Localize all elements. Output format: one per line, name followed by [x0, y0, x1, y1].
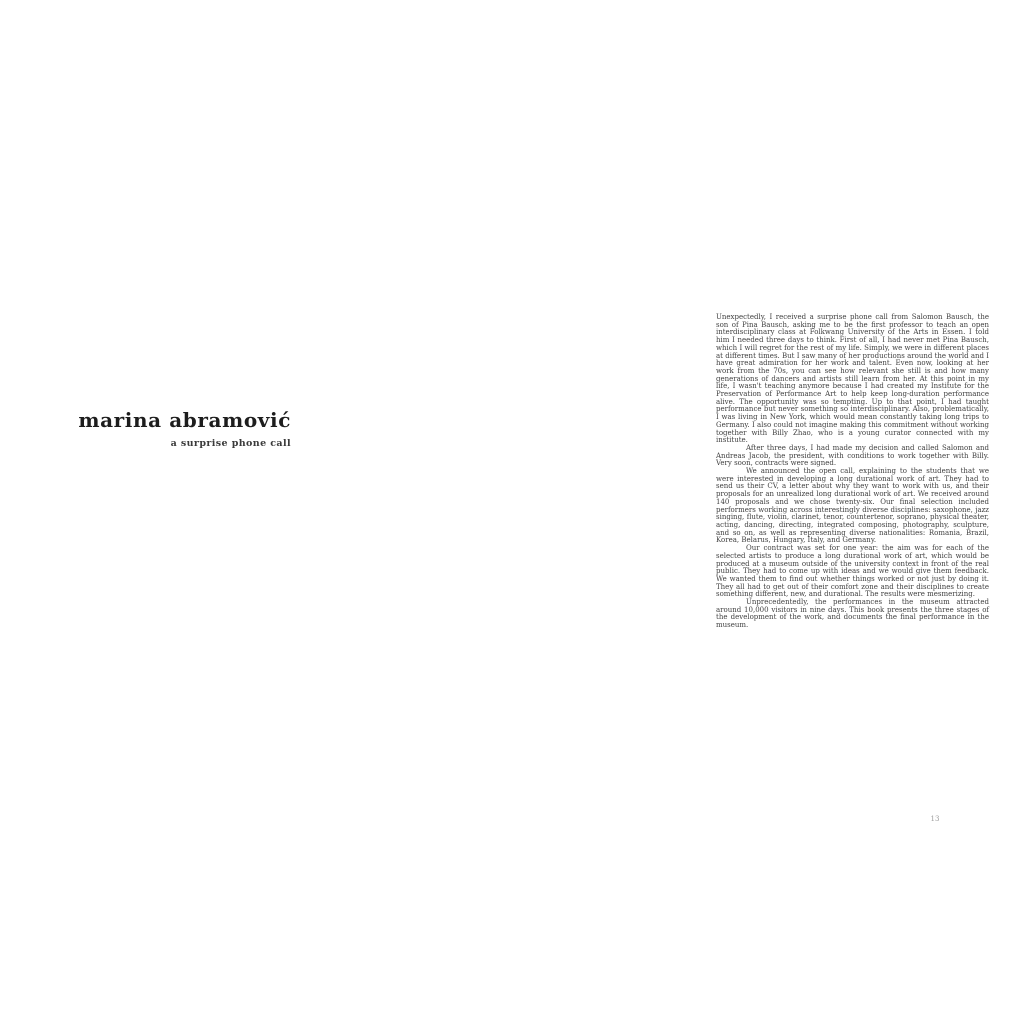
essay-paragraph: Unexpectedly, I received a surprise phone call from Salomon Bausch, the son of Pina Bausch, asking me to be the first professor to teach an open interdisciplinary class at Folkwang University of the Arts in Essen. I told him I needed three days to think. First of all, I had never met Pina Bausch, which I will regret for the rest of my life. Simply, we were in different places at different times. But I saw many of her productions around the world and I have great admiration for her work and talent. Even now, looking at her work from the 70s, you can see how relevant she still is and how many generations of dancers and artists still learn from her. At this point in my life, I wasn't teaching anymore because I had created my Institute for the Preservation of Performance Art to help keep long-duration performance alive. The opportunity was so tempting. Up to that point, I had taught performance but never something so interdisciplinary. Also, problematically, I was living in New York, which would mean constantly taking long trips to Germany. I also could not imagine making this commitment without working together with Billy Zhao, who is a young curator connected with my institute.	[716, 313, 989, 445]
essay-paragraph: After three days, I had made my decision and called Salomon and Andreas Jacob, the president, with conditions to work together with Billy. Very soon, contracts were signed.	[716, 443, 989, 468]
chapter-heading-block	[0, 408, 291, 449]
essay-paragraph: Unprecedentedly, the performances in the museum attracted around 10,000 visitors in nine days. This book presents the three stages of the development of the work, and documents the final performance in the museum.	[716, 598, 989, 630]
essay-text-column	[716, 314, 989, 630]
chapter-subtitle: a surprise phone call	[170, 438, 291, 449]
page-number: 13	[930, 815, 940, 823]
chapter-title: marina abramović	[78, 408, 291, 432]
essay-paragraph: Our contract was set for one year: the aim was for each of the selected artists to produce a long durational work of art, which would be produced at a museum outside of the university context in front of the real public. They had to come up with ideas and we would give them feedback. We wanted them to find out whether things worked or not just by doing it. They all had to get out of their comfort zone and their disciplines to create something different, new, and durational. The results were mesmerizing.	[716, 544, 989, 599]
essay-paragraph: We announced the open call, explaining to the students that we were interested in developing a long durational work of art. They had to send us their CV, a letter about why they want to work with us, and their proposals for an unrealized long durational work of art. We received around 140 proposals and we chose twenty-six. Our final selection included performers working across interestingly diverse disciplines: saxophone, jazz singing, flute, violin, clarinet, tenor, countertenor, soprano, physical theater, acting, dancing, directing, integrated composing, photography, sculpture, and so on, as well as representing diverse nationalities: Romania, Brazil, Korea, Belarus, Hungary, Italy, and Germany.	[716, 467, 989, 545]
